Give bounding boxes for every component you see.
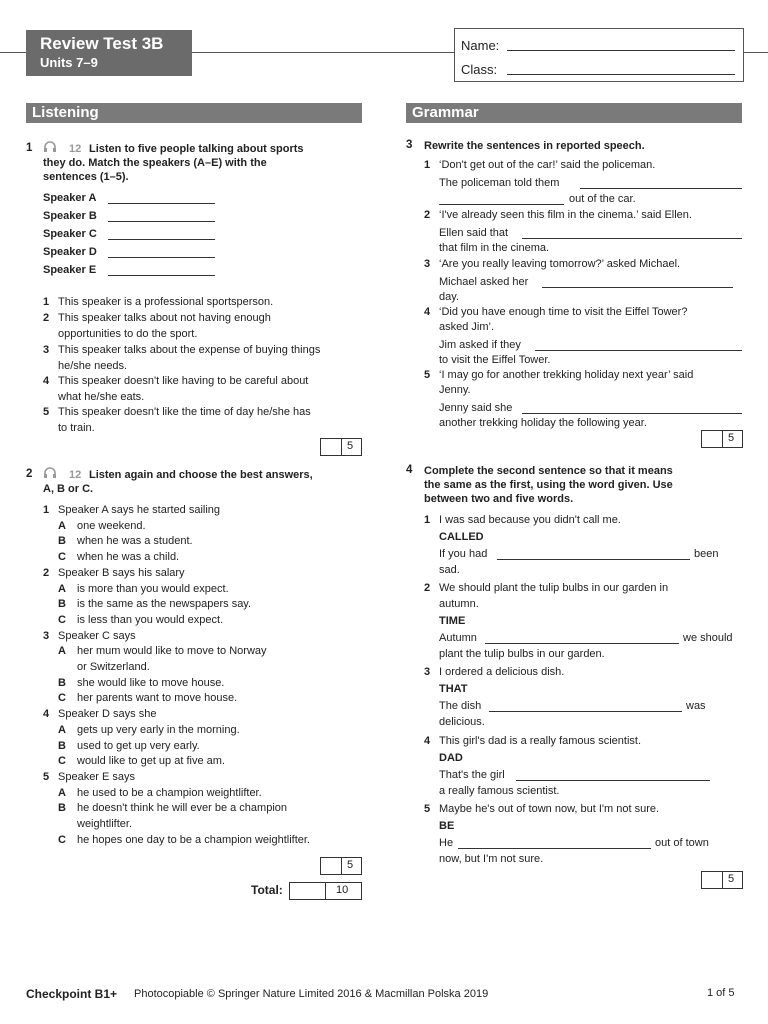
option-letter[interactable]: A — [58, 582, 66, 595]
answer-mid: we should — [683, 632, 733, 644]
sentence-number: 2 — [43, 312, 50, 324]
key-word: CALLED — [439, 531, 484, 543]
headphones-icon — [43, 467, 57, 479]
answer-start: Michael asked her — [439, 276, 529, 288]
title-box — [26, 30, 192, 76]
track-number: 12 — [69, 469, 82, 481]
option-text[interactable]: her mum would like to move to Norway — [77, 645, 267, 658]
option-letter[interactable]: C — [58, 692, 66, 705]
sentence-text: This speaker doesn't like having to be careful about — [58, 375, 309, 387]
item-number: 2 — [424, 209, 431, 221]
q2-instruction-line: A, B or C. — [43, 483, 94, 495]
listening-heading: Listening — [26, 103, 362, 123]
option-text[interactable]: her parents want to move house. — [77, 692, 238, 705]
score-box: 5 — [320, 438, 362, 456]
answer-start: Jim asked if they — [439, 339, 521, 351]
class-field[interactable] — [507, 74, 735, 75]
answer-field[interactable] — [580, 188, 742, 189]
item-number: 4 — [43, 708, 50, 721]
score-box: 5 — [320, 857, 362, 875]
item-number: 1 — [424, 159, 431, 171]
item-text: Speaker E says — [58, 770, 136, 783]
item-number: 5 — [43, 770, 50, 783]
item-prompt: I was sad because you didn't call me. — [439, 514, 621, 526]
item-number: 3 — [43, 629, 50, 642]
item-number: 1 — [424, 514, 431, 526]
answer-field[interactable] — [489, 711, 682, 712]
option-text: or Switzerland. — [77, 661, 150, 673]
item-number: 4 — [424, 735, 431, 747]
answer-field[interactable] — [439, 204, 564, 205]
q1-instruction-line: sentences (1–5). — [43, 171, 129, 183]
item-number: 2 — [43, 566, 50, 579]
answer-end: that film in the cinema. — [439, 242, 550, 254]
item-prompt: Jenny. — [439, 384, 471, 396]
item-text: Speaker B says his salary — [58, 566, 185, 579]
question-number: 3 — [406, 139, 413, 151]
option-letter[interactable]: C — [58, 613, 66, 626]
score-box: 5 — [701, 871, 743, 889]
item-prompt: ‘I've already seen this film in the cinema.’ said Ellen. — [439, 209, 692, 221]
option-text[interactable]: is more than you would expect. — [77, 582, 229, 595]
sentence-text: This speaker doesn't like the time of day he/she has — [58, 406, 311, 418]
item-prompt: We should plant the tulip bulbs in our garden in — [439, 582, 669, 594]
option-letter[interactable]: B — [58, 676, 66, 689]
answer-end: a really famous scientist. — [439, 785, 560, 797]
answer-mid: was — [686, 700, 706, 712]
option-letter[interactable]: C — [58, 755, 66, 768]
q3-instruction: Rewrite the sentences in reported speech. — [424, 140, 645, 152]
answer-field[interactable] — [522, 238, 742, 239]
option-text[interactable]: she would like to move house. — [77, 676, 225, 689]
item-number: 5 — [424, 369, 431, 381]
speaker-label: Speaker D — [43, 246, 97, 258]
option-letter[interactable]: A — [58, 723, 66, 736]
item-prompt: Maybe he's out of town now, but I'm not sure. — [439, 803, 660, 815]
item-prompt: ‘Did you have enough time to visit the Eiffel Tower? — [439, 306, 688, 318]
sentence-text: he/she needs. — [58, 359, 128, 372]
answer-start: That's the girl — [439, 769, 505, 781]
page-subtitle: Units 7–9 — [40, 55, 98, 70]
item-prompt: ‘Are you really leaving tomorrow?’ asked Michael. — [439, 258, 681, 270]
option-letter[interactable]: B — [58, 802, 66, 815]
answer-end: now, but I'm not sure. — [439, 853, 544, 865]
option-text[interactable]: used to get up very early. — [77, 739, 200, 752]
answer-field[interactable] — [458, 848, 651, 849]
option-letter[interactable]: A — [58, 786, 66, 799]
name-label: Name: — [461, 38, 500, 53]
answer-field[interactable] — [497, 559, 690, 560]
answer-start: Jenny said she — [439, 402, 513, 414]
answer-end: another trekking holiday the following year. — [439, 417, 647, 429]
answer-start: Ellen said that — [439, 227, 509, 239]
name-class-box — [454, 28, 744, 82]
item-number: 1 — [43, 504, 50, 516]
answer-end: out of the car. — [569, 193, 636, 205]
item-number: 2 — [424, 582, 431, 594]
item-prompt: ‘Don't get out of the car!’ said the policeman. — [439, 159, 656, 171]
answer-end: day. — [439, 291, 459, 303]
answer-field[interactable] — [522, 413, 742, 414]
total-label: Total: — [251, 883, 283, 897]
answer-start: Autumn — [439, 632, 477, 644]
answer-end: delicious. — [439, 716, 485, 728]
item-text: Speaker A says he started sailing — [58, 504, 221, 516]
item-prompt: autumn. — [439, 598, 479, 610]
answer-field[interactable] — [535, 350, 742, 351]
option-letter[interactable]: B — [58, 535, 66, 548]
option-text[interactable]: is less than you would expect. — [77, 613, 224, 626]
sentence-text: This speaker talks about the expense of buying things — [58, 344, 321, 356]
q1-instruction-line: Listen to five people talking about sports — [89, 143, 304, 155]
item-number: 4 — [424, 306, 431, 318]
q2-instruction-line: Listen again and choose the best answers, — [89, 469, 313, 481]
answer-field[interactable] — [485, 643, 679, 644]
headphones-icon — [43, 141, 57, 153]
item-number: 5 — [424, 803, 431, 815]
option-text[interactable]: he used to be a champion weightlifter. — [77, 786, 262, 799]
answer-end: to visit the Eiffel Tower. — [439, 354, 551, 366]
option-text[interactable]: he doesn't think he will ever be a champion — [77, 802, 288, 815]
sentence-text: to train. — [58, 421, 95, 434]
question-number: 2 — [26, 468, 33, 480]
sentence-text: This speaker is a professional sportsperson. — [58, 296, 274, 308]
option-letter[interactable]: B — [58, 598, 66, 611]
option-text[interactable]: gets up very early in the morning. — [77, 723, 240, 736]
key-word: THAT — [439, 683, 468, 695]
option-letter[interactable]: B — [58, 739, 66, 752]
item-number: 3 — [424, 258, 431, 270]
sentence-text: opportunities to do the sport. — [58, 327, 198, 340]
answer-end: plant the tulip bulbs in our garden. — [439, 648, 605, 660]
item-text: Speaker C says — [58, 629, 136, 642]
q1-instruction-line: they do. Match the speakers (A–E) with the — [43, 157, 267, 169]
option-text[interactable]: he hopes one day to be a champion weightlifter. — [77, 833, 310, 846]
page-title: Review Test 3B — [40, 34, 164, 53]
sentence-text: This speaker talks about not having enough — [58, 312, 271, 324]
item-prompt: ‘I may go for another trekking holiday next year’ said — [439, 369, 694, 381]
key-word: DAD — [439, 752, 463, 764]
answer-start: The policeman told them — [439, 177, 560, 189]
question-number: 1 — [26, 142, 33, 154]
item-prompt: I ordered a delicious dish. — [439, 666, 565, 678]
grammar-heading: Grammar — [406, 103, 742, 123]
page-number: 1 of 5 — [707, 987, 735, 999]
answer-end: sad. — [439, 564, 460, 576]
speaker-answer-field[interactable] — [108, 203, 215, 204]
option-letter[interactable]: A — [58, 519, 66, 532]
sentence-number: 3 — [43, 344, 50, 356]
option-text[interactable]: one weekend. — [77, 519, 146, 532]
answer-start: If you had — [439, 548, 488, 560]
score-box: 5 — [701, 430, 743, 448]
option-text[interactable]: when he was a student. — [77, 535, 193, 548]
speaker-answer-field[interactable] — [108, 275, 215, 276]
sentence-number: 4 — [43, 375, 50, 387]
key-word: BE — [439, 820, 455, 832]
track-number: 12 — [69, 143, 82, 155]
footer-copyright: Photocopiable © Springer Nature Limited 2016 & Macmillan Polska 2019 — [134, 988, 489, 1000]
option-text[interactable]: when he was a child. — [77, 551, 180, 564]
answer-field[interactable] — [516, 780, 710, 781]
q4-instruction-line: between two and five words. — [424, 493, 574, 505]
answer-start: The dish — [439, 700, 482, 712]
total-score-box: 10 — [289, 882, 362, 900]
sentence-text: what he/she eats. — [58, 390, 145, 403]
answer-field[interactable] — [542, 287, 733, 288]
question-number: 4 — [406, 464, 413, 476]
speaker-label: Speaker B — [43, 210, 97, 222]
item-text: Speaker D says she — [58, 708, 157, 721]
item-prompt: This girl's dad is a really famous scientist. — [439, 735, 642, 747]
q4-instruction-line: the same as the first, using the word given. Use — [424, 479, 673, 491]
sentence-number: 1 — [43, 296, 50, 308]
q4-instruction-line: Complete the second sentence so that it means — [424, 465, 673, 477]
speaker-answer-field[interactable] — [108, 221, 215, 222]
answer-mid: out of town — [655, 837, 709, 849]
item-number: 3 — [424, 666, 431, 678]
speaker-answer-field[interactable] — [108, 257, 215, 258]
name-field[interactable] — [507, 50, 735, 51]
answer-start: He — [439, 837, 454, 849]
class-label: Class: — [461, 62, 498, 77]
speaker-label: Speaker E — [43, 264, 97, 276]
option-letter[interactable]: C — [58, 833, 66, 846]
key-word: TIME — [439, 615, 466, 627]
option-text: weightlifter. — [77, 818, 133, 830]
footer-brand: Checkpoint B1+ — [26, 987, 118, 1001]
option-text[interactable]: would like to get up at five am. — [77, 755, 225, 768]
answer-mid: been — [694, 548, 719, 560]
option-text[interactable]: is the same as the newspapers say. — [77, 598, 252, 611]
item-prompt: asked Jim’. — [439, 321, 495, 333]
speaker-label: Speaker A — [43, 192, 97, 204]
speaker-label: Speaker C — [43, 228, 97, 240]
option-letter[interactable]: A — [58, 645, 66, 658]
speaker-answer-field[interactable] — [108, 239, 215, 240]
option-letter[interactable]: C — [58, 551, 66, 564]
sentence-number: 5 — [43, 406, 50, 418]
